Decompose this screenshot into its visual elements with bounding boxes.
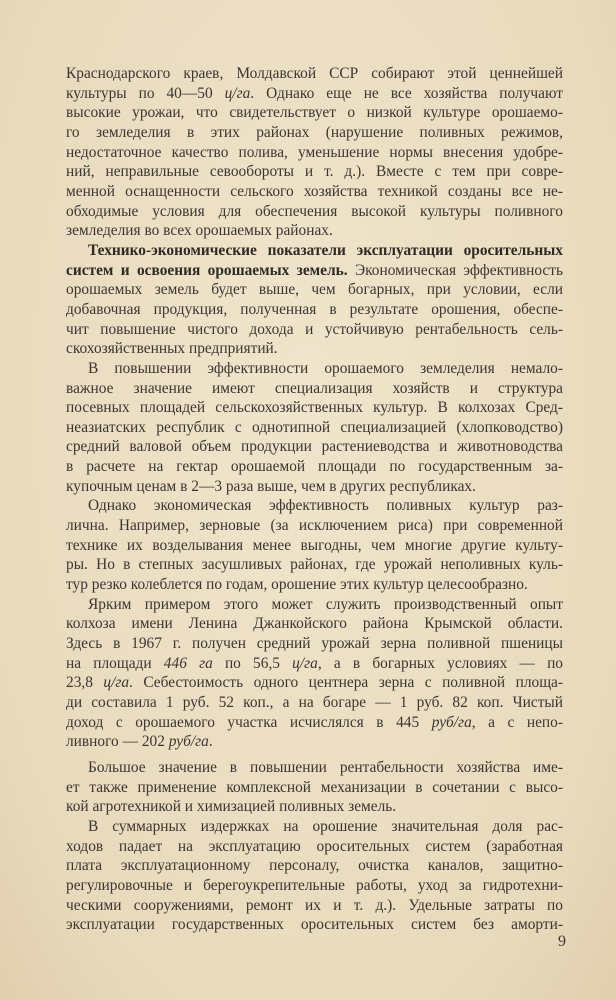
text-line: лична. Например, зерновые (за исключением риса) при современной	[66, 517, 563, 535]
text-line: кой агротехникой и химизацией поливных земель.	[66, 798, 397, 816]
text-line: В суммарных издержках на орошение значительная доля рас-	[88, 817, 563, 835]
text-line: ет также применение комплексной механизации в сочетании с высо-	[66, 778, 563, 796]
text-line: технике их возделывания менее выгодны, чем многие другие культу-	[66, 536, 563, 554]
text-line: Краснодарского краев, Молдавской ССР собирают этой ценнейшей	[66, 65, 563, 82]
text-line: Однако экономическая эффективность поливных культур раз-	[88, 497, 563, 515]
paragraph	[66, 817, 563, 935]
text-line: ходов падает на эксплуатацию оросительных систем (заработная	[66, 837, 563, 855]
text-line: ческими сооружениями, ремонт их и т. д.). Удельные затраты по	[66, 896, 563, 914]
text-line: го земледелия в этих районах (нарушение поливных режимов,	[66, 123, 563, 141]
text-line: систем и освоения орошаемых земель. Экономическая эффективность	[66, 261, 563, 279]
text-line: высокие урожаи, что свидетельствует о низкой культуре орошаемо-	[66, 104, 563, 122]
text-line: 23,8 ц/га. Себестоимость одного центнера зерна с поливной площа-	[66, 674, 564, 692]
text-line: Ярким примером этого может служить производственный опыт	[88, 595, 563, 613]
text-line: недостаточное качество полива, уменьшение нормы внесения удобре-	[66, 143, 563, 161]
text-line: в расчете на гектар орошаемой площади по государственным за-	[66, 458, 563, 476]
text-line: ливного — 202 руб/га.	[66, 733, 213, 751]
text-line: важное значение имеют специализация хозяйств и структура	[66, 379, 563, 397]
paragraph	[66, 359, 563, 497]
page-body	[66, 64, 563, 935]
text-line: ний, неправильные севообороты и т. д.). Вместе с тем при совре-	[66, 163, 563, 181]
text-line: посевных площадей сельскохозяйственных культур. В колхозах Сред-	[66, 399, 563, 417]
text-line: чит повышение чистого дохода и устойчивую рентабельность сель-	[66, 320, 563, 338]
text-line: добавочная продукция, полученная в результате орошения, обеспе-	[66, 300, 563, 318]
text-line: колхоза имени Ленина Джанкойского района Крымской области.	[66, 615, 563, 633]
text-line: на площади 446 га по 56,5 ц/га, а в богарных условиях — по	[66, 654, 563, 672]
text-line: тур резко колеблется по годам, орошение этих культур целесообразно.	[66, 576, 528, 594]
text-line: Здесь в 1967 г. получен средний урожай зерна поливной пшеницы	[66, 635, 563, 653]
text-line: неазиатских республик с однотипной специализацией (хлопководство)	[66, 418, 563, 436]
text-line: Технико-экономические показатели эксплуатации оросительных	[88, 241, 563, 259]
page-number: 9	[558, 933, 566, 950]
text-line: культуры по 40—50 ц/га. Однако еще не все хозяйства получают	[66, 84, 563, 102]
text-line: эксплуатации государственных оросительных систем без аморти-	[66, 916, 563, 934]
text-line: скохозяйственных предприятий.	[66, 340, 278, 358]
text-line: ры. Но в степных засушливых районах, где урожай неполивных куль-	[66, 556, 563, 574]
text-line: плата эксплуатационному персоналу, очистка каналов, защитно-	[66, 857, 563, 875]
text-line: менной оснащенности сельского хозяйства техникой созданы все не-	[66, 182, 563, 200]
paragraph	[66, 595, 563, 752]
text-line: регулировочные и берегоукрепительные работы, уход за гидротехни-	[66, 876, 563, 894]
paragraph	[66, 496, 563, 594]
paragraph	[66, 758, 563, 817]
text-line: доход с орошаемого участка исчислялся в 445 руб/га, а с непо-	[66, 713, 563, 731]
text-line: ди составила 1 руб. 52 коп., а на богаре — 1 руб. 82 коп. Чистый	[66, 694, 563, 711]
text-line: В повышении эффективности орошаемого земледелия немало-	[88, 359, 563, 377]
text-line: орошаемых земель будет выше, чем богарных, при условии, если	[66, 281, 563, 299]
text-line: купочным ценам в 2—3 раза выше, чем в других республиках.	[66, 477, 476, 495]
section-paragraph-with-heading	[66, 241, 563, 359]
text-line: обходимые условия для обеспечения высокой культуры поливного	[66, 202, 563, 220]
text-line: средний валовой объем продукции растениеводства и животноводства	[66, 438, 563, 456]
paragraph	[66, 64, 563, 241]
text-line: Большое значение в повышении рентабельности хозяйства име-	[88, 758, 563, 776]
text-line: земледелия во всех орошаемых районах.	[66, 222, 333, 240]
